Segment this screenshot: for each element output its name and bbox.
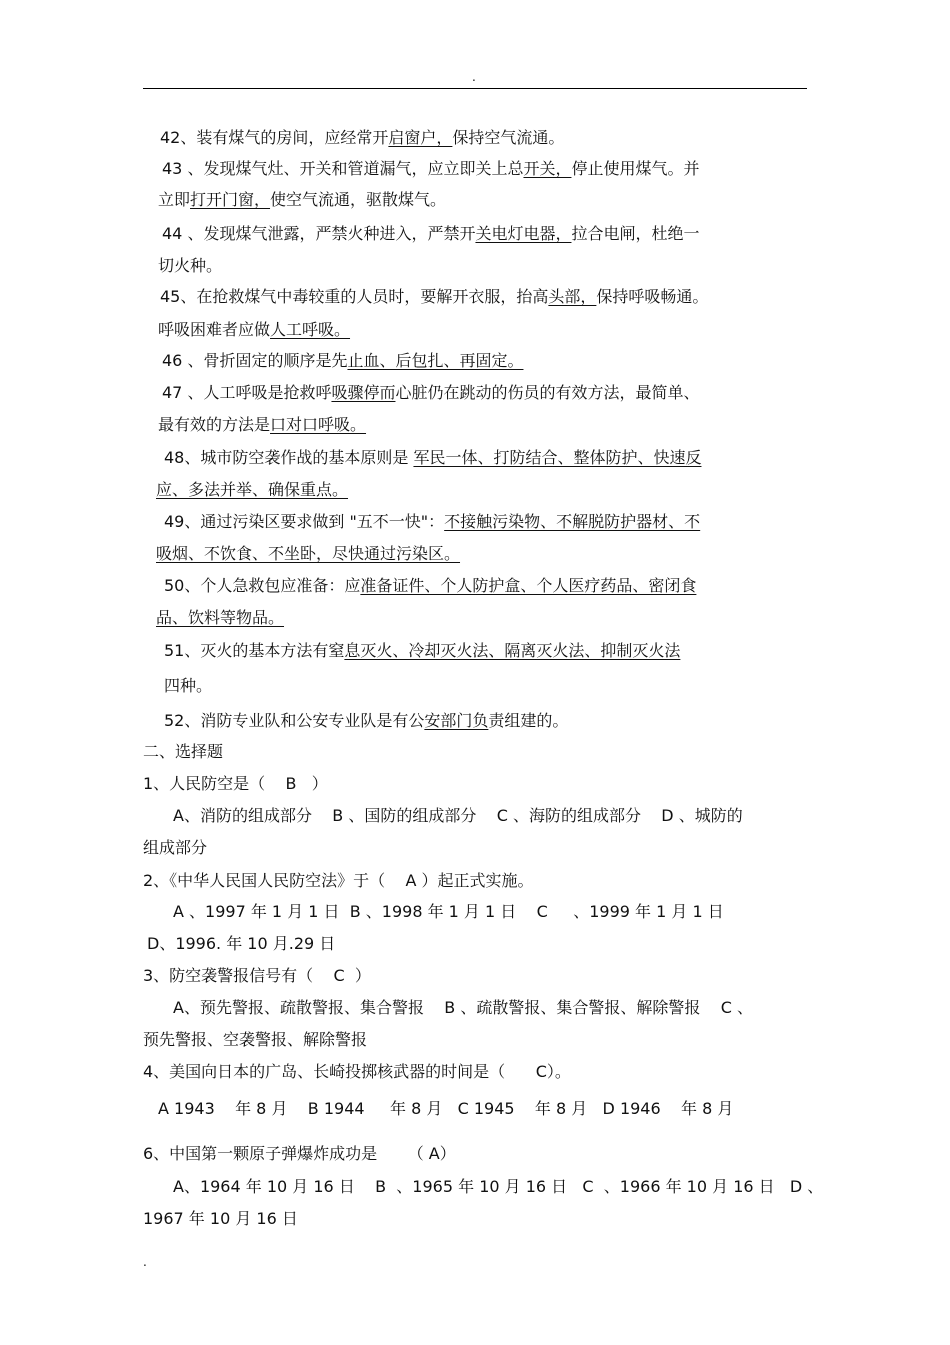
q45-text: 45、在抢救煤气中毒较重的人员时，要解开衣服，抬高: [160, 287, 549, 306]
c2-options: A 、1997 年 1 月 1 日 B 、1998 年 1 月 1 日 C 、1999 年 1 月 1 日: [173, 902, 724, 921]
q52-text: 52、消防专业队和公安专业队是有公: [164, 711, 425, 730]
q46-line: [162, 351, 523, 371]
q46-text: 46 、骨折固定的顺序是先: [162, 351, 348, 370]
c4-options: A 1943 年 8 月 B 1944 年 8 月 C 1945 年 8 月 D 1946 年 8 月: [158, 1099, 734, 1118]
q50-answer-1: 准备证件、个人防护盒、个人医疗药品、密闭食: [360, 576, 697, 595]
q51-line-1: [164, 641, 680, 661]
q44-line-1: [162, 224, 699, 244]
q48-text: 48、城市防空袭作战的基本原则是: [164, 448, 414, 467]
c6-stem: 6、中国第一颗原子弹爆炸成功是 （ A）: [143, 1144, 456, 1163]
q43-text-2: 立即: [158, 190, 191, 209]
q44-text: 44 、发现煤气泄露，严禁火种进入，严禁开: [162, 224, 476, 243]
q49-text: 49、通过污染区要求做到 "五不一快"：: [164, 512, 445, 531]
q43-text: 43 、发现煤气灶、开关和管道漏气，应立即关上总: [162, 159, 524, 178]
q42-answer: 启窗户，: [388, 128, 453, 147]
section-title: 二、选择题: [143, 742, 224, 761]
q45-text-2: 呼吸困难者应做: [158, 320, 271, 339]
footer-mark: .: [143, 1255, 147, 1269]
q45-answer-1: 头部，: [548, 287, 597, 306]
q43-text-end: 使空气流通，驱散煤气。: [270, 190, 447, 209]
q43-text-mid: 停止使用煤气。并: [571, 159, 700, 178]
c1-stem: 1、人民防空是（ B ）: [143, 774, 328, 793]
q51-text-end: 四种。: [164, 676, 213, 695]
q50-line-1: [164, 576, 696, 596]
q45-answer-2: 人工呼吸。: [270, 320, 351, 339]
q47-text-mid: 心脏仍在跳动的伤员的有效方法，最简单、: [395, 383, 700, 402]
q52-answer: 安部门负: [424, 711, 489, 730]
q47-text: 47 、人工呼吸是抢救呼: [162, 383, 332, 402]
q52-text-end: 责组建的。: [488, 711, 569, 730]
c2-stem: 2、《中华人民国人民防空法》于（ A ）起正式实施。: [143, 871, 534, 890]
c3-stem: 3、防空袭警报信号有（ C ）: [143, 966, 371, 985]
q43-line-1: [162, 159, 699, 179]
q47-answer-1: 吸骤停而: [331, 383, 396, 402]
q44-text-end: 切火种。: [158, 256, 223, 275]
q48-answer-1: 军民一体、打防结合、整体防护、快速反: [413, 448, 702, 467]
q43-answer-2: 打开门窗，: [190, 190, 271, 209]
q48-line-2: [156, 480, 348, 500]
c6-options-cont: 1967 年 10 月 16 日: [143, 1209, 298, 1228]
q42-text-end: 保持空气流通。: [452, 128, 565, 147]
q45-line-2: [158, 320, 350, 340]
q48-answer-2: 应、多法并举、确保重点。: [156, 480, 349, 499]
q51-answer: 息灭火、冷却灭火法、隔离灭火法、抑制灭火法: [344, 641, 681, 660]
q47-text-2: 最有效的方法是: [158, 415, 271, 434]
c2-options-cont: D、1996. 年 10 月.29 日: [147, 934, 336, 953]
q45-line-1: [160, 287, 708, 307]
q47-line-2: [158, 415, 366, 435]
q47-line-1: [162, 383, 699, 403]
q49-line-1: [164, 512, 700, 532]
q50-line-2: [156, 608, 284, 628]
q45-text-mid: 保持呼吸畅通。: [596, 287, 709, 306]
q49-line-2: [156, 544, 460, 564]
c3-options: A、预先警报、疏散警报、集合警报 B 、疏散警报、集合警报、解除警报 C 、: [173, 998, 753, 1017]
q44-line-2: [158, 256, 222, 276]
q43-answer-1: 开关，: [523, 159, 572, 178]
q49-answer-1: 不接触污染物、不解脱防护器材、不: [444, 512, 701, 531]
q50-text: 50、个人急救包应准备：应: [164, 576, 361, 595]
q48-line-1: [164, 448, 701, 468]
header-mark: .: [472, 70, 476, 84]
c4-stem: 4、美国向日本的广岛、长崎投掷核武器的时间是（ C）。: [143, 1062, 571, 1081]
c6-options: A、1964 年 10 月 16 日 B 、1965 年 10 月 16 日 C 、1966 年 10 月 16 日 D 、: [173, 1177, 824, 1196]
q49-answer-2: 吸烟、不饮食、不坐卧，尽快通过污染区。: [156, 544, 461, 563]
q46-answer: 止血、后包扎、再固定。: [347, 351, 524, 370]
header-rule: [143, 88, 807, 89]
q47-answer-2: 口对口呼吸。: [270, 415, 367, 434]
q52-line: [164, 711, 568, 731]
q43-line-2: [158, 190, 446, 210]
c3-options-cont: 预先警报、空袭警报、解除警报: [143, 1030, 368, 1049]
q51-text: 51、灭火的基本方法有窒: [164, 641, 345, 660]
q44-answer: 关电灯电器，: [475, 224, 572, 243]
q50-answer-2: 品、饮料等物品。: [156, 608, 285, 627]
c1-options-cont: 组成部分: [143, 838, 208, 857]
q51-line-2: [164, 676, 212, 696]
q44-text-mid: 拉合电闸，杜绝一: [571, 224, 700, 243]
q42-text: 42、装有煤气的房间，应经常开: [160, 128, 389, 147]
c1-options: A、消防的组成部分 B 、国防的组成部分 C 、海防的组成部分 D 、城防的: [173, 806, 743, 825]
q42-line: [160, 128, 564, 148]
